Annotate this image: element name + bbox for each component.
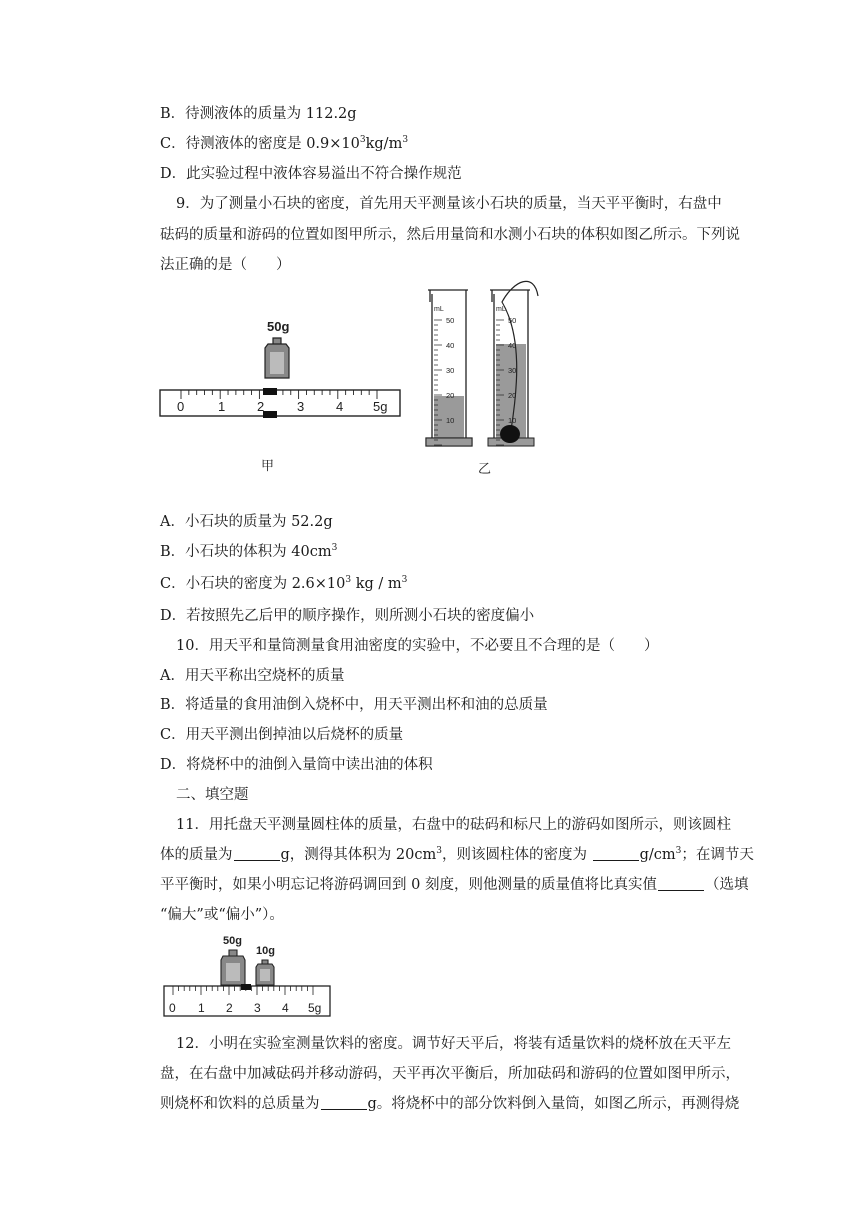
label-jia: 甲 [261, 459, 275, 474]
q10-option-a: A．用天平称出空烧杯的质量 [160, 668, 345, 684]
q9-option-b: B．小石块的体积为 $40cm^3$ [160, 543, 338, 560]
q9-stem-line3: 法正确的是（ ） [160, 257, 291, 273]
scale-num-0: 0 [177, 399, 185, 414]
svg-text:10: 10 [508, 416, 517, 425]
answer-blank-total-mass[interactable] [321, 1095, 367, 1110]
svg-text:mL: mL [496, 306, 506, 313]
svg-text:2: 2 [226, 1001, 233, 1015]
rider-top [263, 388, 277, 395]
q9-figure-yi-cylinders [422, 276, 562, 480]
svg-text:50: 50 [508, 316, 517, 325]
svg-text:0: 0 [169, 1001, 176, 1015]
q8-option-d: D．此实验过程中液体容易溢出不符合操作规范 [160, 166, 462, 182]
q8-option-b: B．待测液体的质量为 112.2g [160, 106, 357, 122]
answer-blank-bias[interactable] [658, 876, 704, 891]
svg-text:40: 40 [508, 341, 517, 350]
svg-text:50: 50 [446, 316, 455, 325]
scale-num-5g: 5g [373, 399, 388, 414]
scale-num-2: 2 [257, 399, 265, 414]
rider-bottom [263, 411, 277, 418]
weight-label-50g: 50g [223, 935, 242, 947]
slider-scale-bar [164, 986, 330, 1016]
svg-text:3: 3 [254, 1001, 261, 1015]
cylinder-after [488, 281, 538, 446]
svg-text:mL: mL [434, 306, 444, 313]
q9-stem-line2: 砝码的质量和游码的位置如图甲所示，然后用量筒和水测小石块的体积如图乙所示。下列说 [160, 227, 740, 243]
answer-blank-density[interactable] [593, 846, 639, 861]
q11-line3: 平平衡时，如果小明忘记将游码调回到 0 刻度，则他测量的质量值将比真实值 （选填 [160, 877, 749, 893]
scale-num-1: 1 [218, 399, 226, 414]
section-heading-fill-blank: 二、填空题 [176, 787, 249, 803]
svg-text:10: 10 [446, 416, 455, 425]
q12-line2: 盘，在右盘中加减砝码并移动游码，天平再次平衡后，所加砝码和游码的位置如图甲所示， [160, 1066, 740, 1082]
svg-text:30: 30 [508, 366, 517, 375]
q11-line1: 11．用托盘天平测量圆柱体的质量，右盘中的砝码和标尺上的游码如图所示，则该圆柱 [176, 817, 731, 833]
svg-text:4: 4 [282, 1001, 289, 1015]
q10-option-d: D．将烧杯中的油倒入量筒中读出油的体积 [160, 757, 433, 773]
svg-text:20: 20 [508, 391, 517, 400]
rider [241, 984, 251, 990]
q12-line1: 12．小明在实验室测量饮料的密度。调节好天平后，将装有适量饮料的烧杯放在天平左 [176, 1036, 731, 1052]
q11-figure-balance [160, 930, 340, 1022]
slider-scale-bar [160, 390, 400, 416]
scale-num-3: 3 [297, 399, 305, 414]
answer-blank-mass[interactable] [234, 846, 280, 861]
q10-option-c: C．用天平测出倒掉油以后烧杯的质量 [160, 727, 404, 743]
weight-label-10g: 10g [256, 945, 275, 957]
stone-icon [500, 425, 520, 443]
svg-text:40: 40 [446, 341, 455, 350]
q12-line3: 则烧杯和饮料的总质量为 g。将烧杯中的部分饮料倒入量筒，如图乙所示，再测得烧 [160, 1096, 740, 1112]
q9-option-c: C．小石块的密度为 $2.6\times 10^3$ kg / $m^3$ [160, 575, 408, 592]
cylinder-before [426, 290, 472, 446]
q10-stem: 10．用天平和量筒测量食用油密度的实验中，不必要且不合理的是（ ） [176, 638, 659, 654]
q8-option-c: C．待测液体的密度是 $0.9\times 10^3kg/m^3$ [160, 135, 409, 152]
q11-line4: “偏大”或“偏小”）。 [160, 907, 284, 923]
scale-num-4: 4 [336, 399, 344, 414]
q10-option-b: B．将适量的食用油倒入烧杯中，用天平测出杯和油的总质量 [160, 697, 548, 713]
svg-text:30: 30 [446, 366, 455, 375]
svg-text:5g: 5g [308, 1001, 322, 1015]
label-yi: 乙 [478, 462, 492, 477]
q9-option-a: A．小石块的质量为 52.2g [160, 514, 333, 530]
svg-text:20: 20 [446, 391, 455, 400]
q9-stem-line1: 9．为了测量小石块的密度，首先用天平测量该小石块的质量，当天平平衡时，右盘中 [176, 196, 722, 212]
q11-line2: 体的质量为 g，测得其体积为 $20cm^3$，则该圆柱体的密度为 $g/cm^3$；在调节天 [160, 846, 754, 863]
q9-option-d: D．若按照先乙后甲的顺序操作，则所测小石块的密度偏小 [160, 608, 535, 624]
svg-text:1: 1 [198, 1001, 205, 1015]
weight-label-50g: 50g [267, 319, 290, 334]
q9-figure-jia-balance [155, 310, 405, 480]
